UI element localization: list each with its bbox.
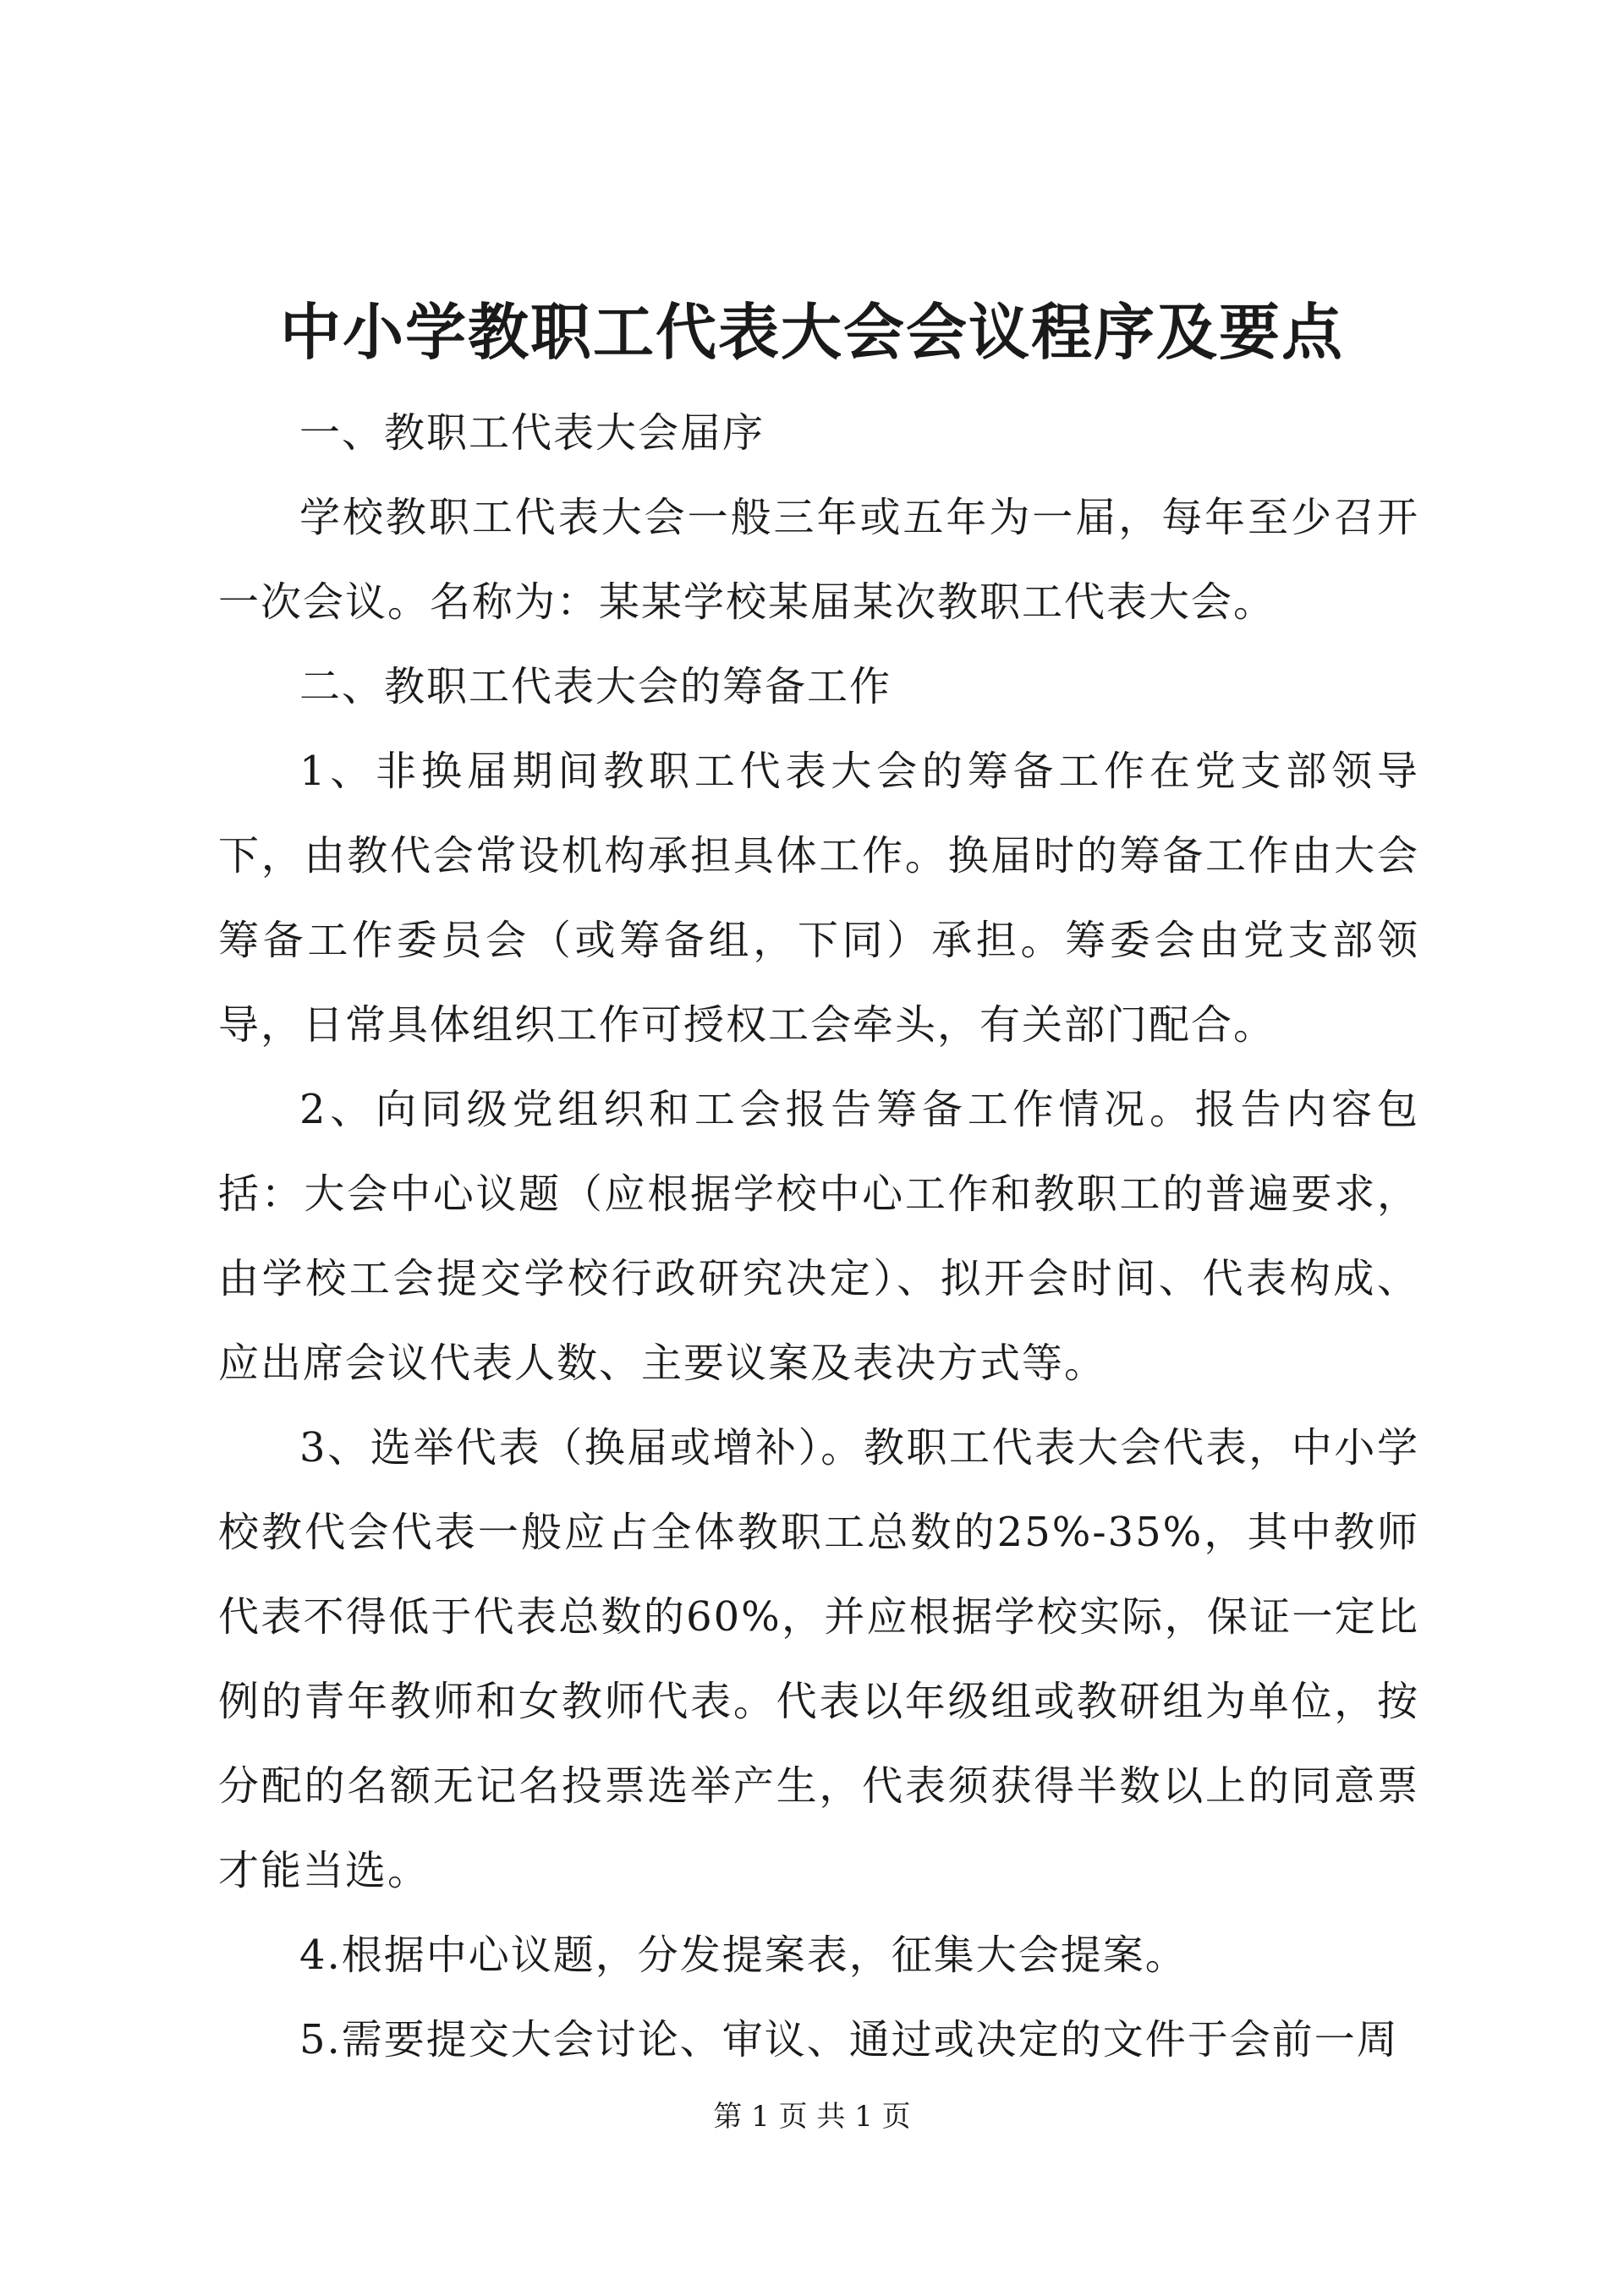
document-title: 中小学教职工代表大会会议程序及要点	[279, 296, 1344, 368]
paragraph: 5.需要提交大会讨论、审议、通过或决定的文件于会前一周	[299, 2016, 1399, 2063]
paragraph: 4.根据中心议题，分发提案表，征集大会提案。	[299, 1932, 1188, 1979]
section-heading-2: 二、教职工代表大会的筹备工作	[299, 663, 892, 710]
paragraph: 3、选举代表（换届或增补）。教职工代表大会代表，中小学校教代会代表一般应占全体教职工总数的25%-35%，其中教师代表不得低于代表总数的60%，并应根据学校实际，保证一定比例的青年教师和女教师代表。代表以年级组或教研组为单位，按分配的名额无记名投票选举产生，代表须获得半数以上的同意票才能当选。	[218, 1424, 1419, 1894]
document-body	[218, 391, 1419, 2082]
section-heading-1: 一、教职工代表大会届序	[299, 409, 765, 457]
paragraph: 1、非换届期间教职工代表大会的筹备工作在党支部领导下，由教代会常设机构承担具体工作。换届时的筹备工作由大会筹备工作委员会（或筹备组，下同）承担。筹委会由党支部领导，日常具体组织工作可授权工会牵头，有关部门配合。	[218, 748, 1419, 1049]
paragraph: 学校教职工代表大会一般三年或五年为一届，每年至少召开一次会议。名称为：某某学校某届某次教职工代表大会。	[218, 494, 1419, 626]
page-footer: 第 1 页 共 1 页	[713, 2100, 911, 2134]
paragraph: 2、向同级党组织和工会报告筹备工作情况。报告内容包括：大会中心议题（应根据学校中心工作和教职工的普遍要求，由学校工会提交学校行政研究决定）、拟开会时间、代表构成、应出席会议代表人数、主要议案及表决方式等。	[218, 1086, 1419, 1387]
